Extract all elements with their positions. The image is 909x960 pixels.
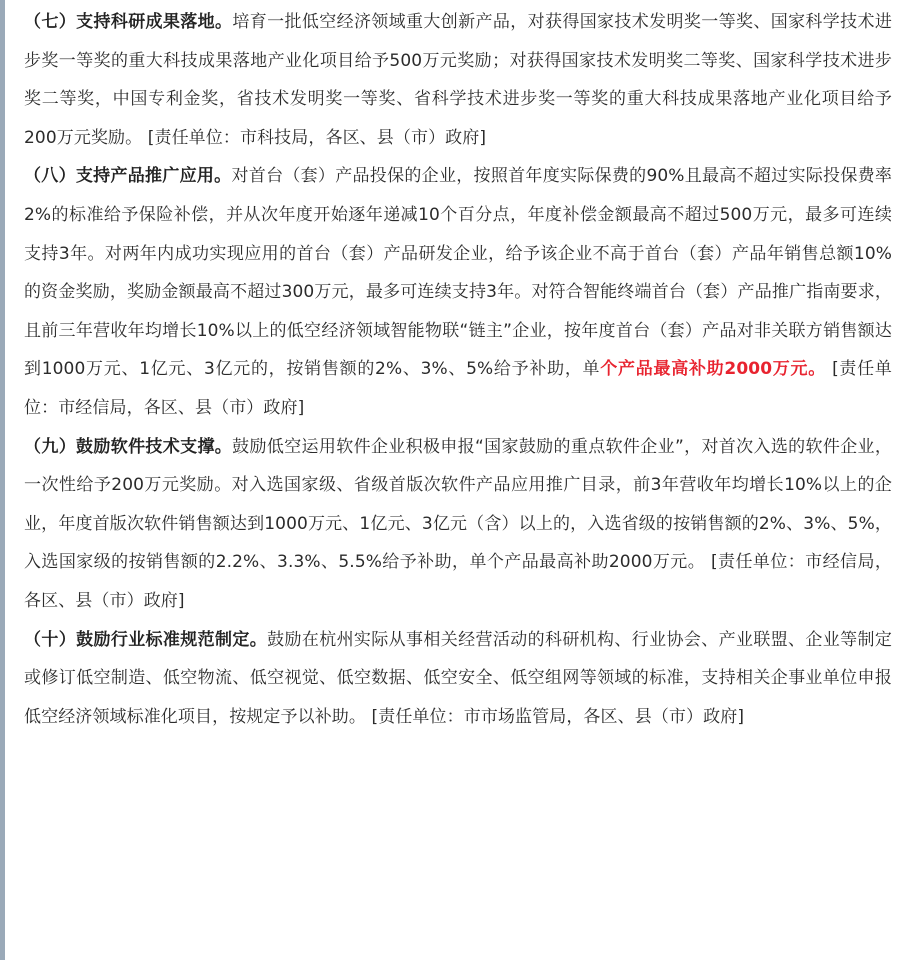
left-border-rule — [0, 0, 5, 960]
section-7-heading: （七）支持科研成果落地。 — [24, 12, 233, 32]
section-9-body: 鼓励低空运用软件企业积极申报“国家鼓励的重点软件企业”，对首次入选的软件企业，一次性给予200万元奖励。对入选国家级、省级首版次软件产品应用推广目录，前3年营收年均增长10%以上的企业，年度首版次软件销售额达到1000万元、1亿元、3亿元（含）以上的，入选省级的按销售额的2%、3%、5%，入选国家级的按销售额的2.2%、3.3%、5.5%给予补助，单个产品最高补助2000万元。 [责任单位：市经信局，各区、县（市）政府] — [24, 436, 893, 611]
section-7-paragraph — [24, 3, 892, 157]
section-7-body: 培育一批低空经济领域重大创新产品，对获得国家技术发明奖一等奖、国家科学技术进步奖一等奖的重大科技成果落地产业化项目给予500万元奖励；对获得国家技术发明奖二等奖、国家科学技术进步奖二等奖，中国专利金奖，省技术发明奖一等奖、省科学技术进步奖一等奖的重大科技成果落地产业化项目给予200万元奖励。 [责任单位：市科技局，各区、县（市）政府] — [24, 12, 892, 148]
policy-article — [24, 0, 892, 736]
section-8-responsibility: [责任单位：市经信局，各区、县（市）政府] — [24, 359, 892, 418]
section-9-paragraph — [24, 428, 892, 621]
section-8-body: 对首台（套）产品投保的企业，按照首年度实际保费的90%且最高不超过实际投保费率2%的标准给予保险补偿，并从次年度开始逐年递减10个百分点，年度补偿金额最高不超过500万元，最多可连续支持3年。对两年内成功实现应用的首台（套）产品研发企业，给予该企业不高于首台（套）产品年销售总额10%的资金奖励，奖励金额最高不超过300万元，最多可连续支持3年。对符合智能终端首台（套）产品推广指南要求，且前三年营收年均增长10%以上的低空经济领域智能物联“链主”企业，按年度首台（套）产品对非关联方销售额达到1000万元、1亿元、3亿元的，按销售额的2%、3%、5%给予补助，单 — [24, 166, 892, 380]
section-9-heading: （九）鼓励软件技术支撑。 — [24, 436, 233, 457]
section-8-paragraph — [24, 157, 892, 427]
section-10-heading: （十）鼓励行业标准规范制定。 — [24, 629, 268, 650]
section-10-paragraph — [24, 621, 892, 737]
section-8-highlighted-cap: 个产品最高补助2000万元。 — [600, 359, 826, 380]
section-8-heading: （八）支持产品推广应用。 — [24, 166, 232, 187]
section-10-body: 鼓励在杭州实际从事相关经营活动的科研机构、行业协会、产业联盟、企业等制定或修订低空制造、低空物流、低空视觉、低空数据、低空安全、低空组网等领域的标准，支持相关企事业单位申报低空经济领域标准化项目，按规定予以补助。 [责任单位：市市场监管局，各区、县（市）政府] — [24, 629, 892, 727]
